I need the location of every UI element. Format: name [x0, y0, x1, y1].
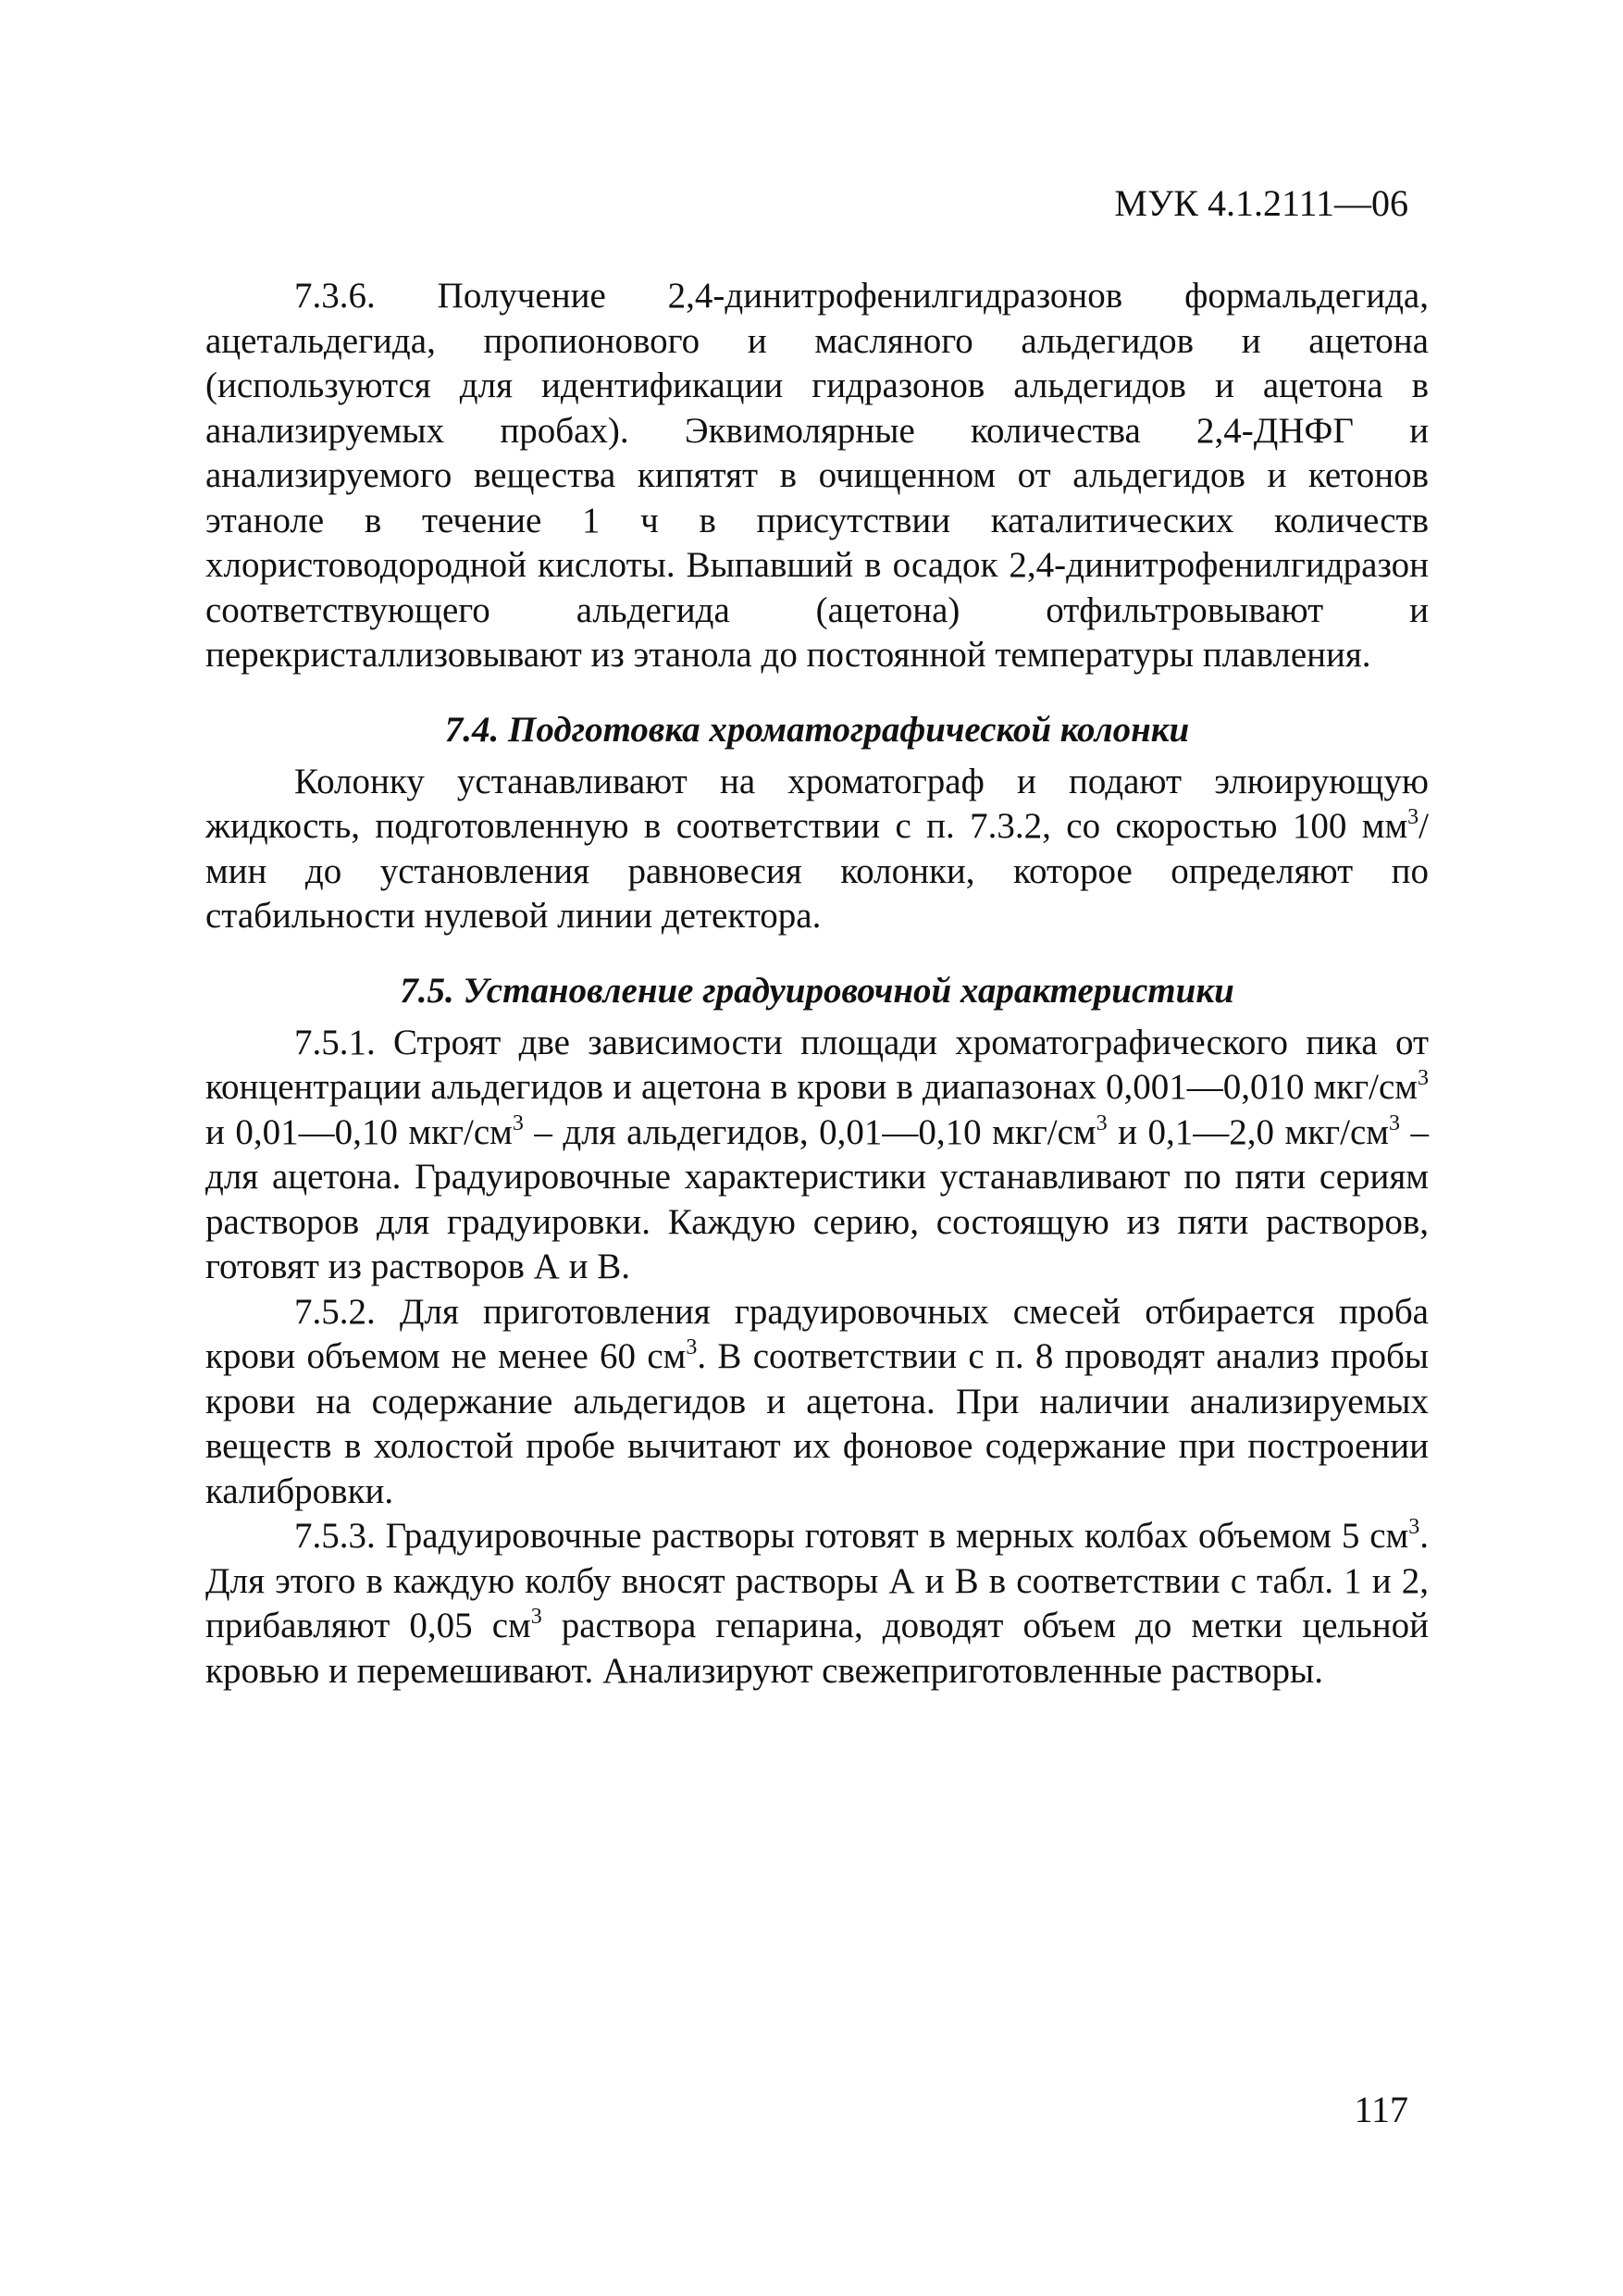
superscript: 3	[512, 1111, 524, 1136]
text-run: 7.5.2. Для приготовления градуировочных смесей отбирается проба крови объемом не менее 60 см	[205, 1291, 1429, 1376]
text-run: 7.5.3. Градуировочные растворы готовят в мерных колбах объемом 5 см	[294, 1516, 1409, 1556]
page-number: 117	[1354, 2089, 1408, 2130]
text-run: и 0,1—2,0 мкг/см	[1107, 1111, 1389, 1152]
superscript: 3	[686, 1335, 698, 1359]
paragraph-7-5-1	[205, 1021, 1429, 1290]
paragraph-7-5-2	[205, 1290, 1429, 1515]
paragraph-7-4	[205, 760, 1429, 939]
document-header: МУК 4.1.2111—06	[1114, 182, 1408, 224]
paragraph-7-3-6: 7.3.6. Получение 2,4-динитрофенилгидразонов формальдегида, ацетальдегида, пропионового и масляного альдегидов и ацетона (используются для идентификации гидразонов альдегидов и ацетона в анализируемых пробах). Эквимолярные количества 2,4-ДНФГ и анализируемого вещества кипятят в очищенном от альдегидов и кетонов этаноле в течение 1 ч в присутствии каталитических количеств хлористоводородной кислоты. Выпавший в осадок 2,4-динитрофенилгидразон соответствующего альдегида (ацетона) отфильтровывают и перекристаллизовывают из этанола до постоянной температуры плавления.	[205, 276, 1429, 675]
section-heading-7-5: 7.5. Установление градуировочной характеристики	[400, 970, 1234, 1011]
text-run: 7.5.1. Строят две зависимости площади хроматографического пика от концентрации альдегидов и ацетона в крови в диапазонах 0,001—0,010 мкг/см	[205, 1022, 1429, 1107]
text-run: . Для этого в каждую колбу вносят растворы А и В в соответствии с табл. 1 и 2, прибавляют 0,05 см	[205, 1516, 1429, 1645]
document-body	[205, 274, 1429, 1694]
superscript: 3	[1408, 1515, 1420, 1539]
text-run: Колонку устанавливают на хроматограф и подают элюирующую жидкость, подготовленную в соответствии с п. 7.3.2, со скоростью 100 мм	[205, 761, 1429, 846]
section-heading-7-4: 7.4. Подготовка хроматографической колонки	[444, 709, 1190, 750]
text-run: и 0,01—0,10 мкг/см	[205, 1111, 513, 1152]
superscript: 3	[1389, 1111, 1400, 1136]
text-run: – для альдегидов, 0,01—0,10 мкг/см	[523, 1111, 1096, 1152]
paragraph-7-5-3	[205, 1514, 1429, 1694]
text-run: /мин до установления равновесия колонки, которое определяют по стабильности нулевой линии детектора.	[205, 806, 1429, 936]
superscript: 3	[1418, 1066, 1429, 1090]
text-run: раствора гепарина, доводят объем до метки цельной кровью и перемешивают. Анализируют свежеприготовленные растворы.	[205, 1606, 1430, 1691]
text-run: – для ацетона. Градуировочные характеристики устанавливают по пяти сериям растворов для градуировки. Каждую серию, состоящую из пяти растворов, готовят из растворов А и В.	[205, 1111, 1430, 1286]
superscript: 3	[1096, 1111, 1108, 1136]
superscript: 3	[530, 1605, 542, 1629]
superscript: 3	[1407, 805, 1419, 829]
text-run: . В соответствии с п. 8 проводят анализ пробы крови на содержание альдегидов и ацетона. При наличии анализируемых веществ в холостой пробе вычитают их фоновое содержание при построении калибровки.	[205, 1336, 1429, 1511]
